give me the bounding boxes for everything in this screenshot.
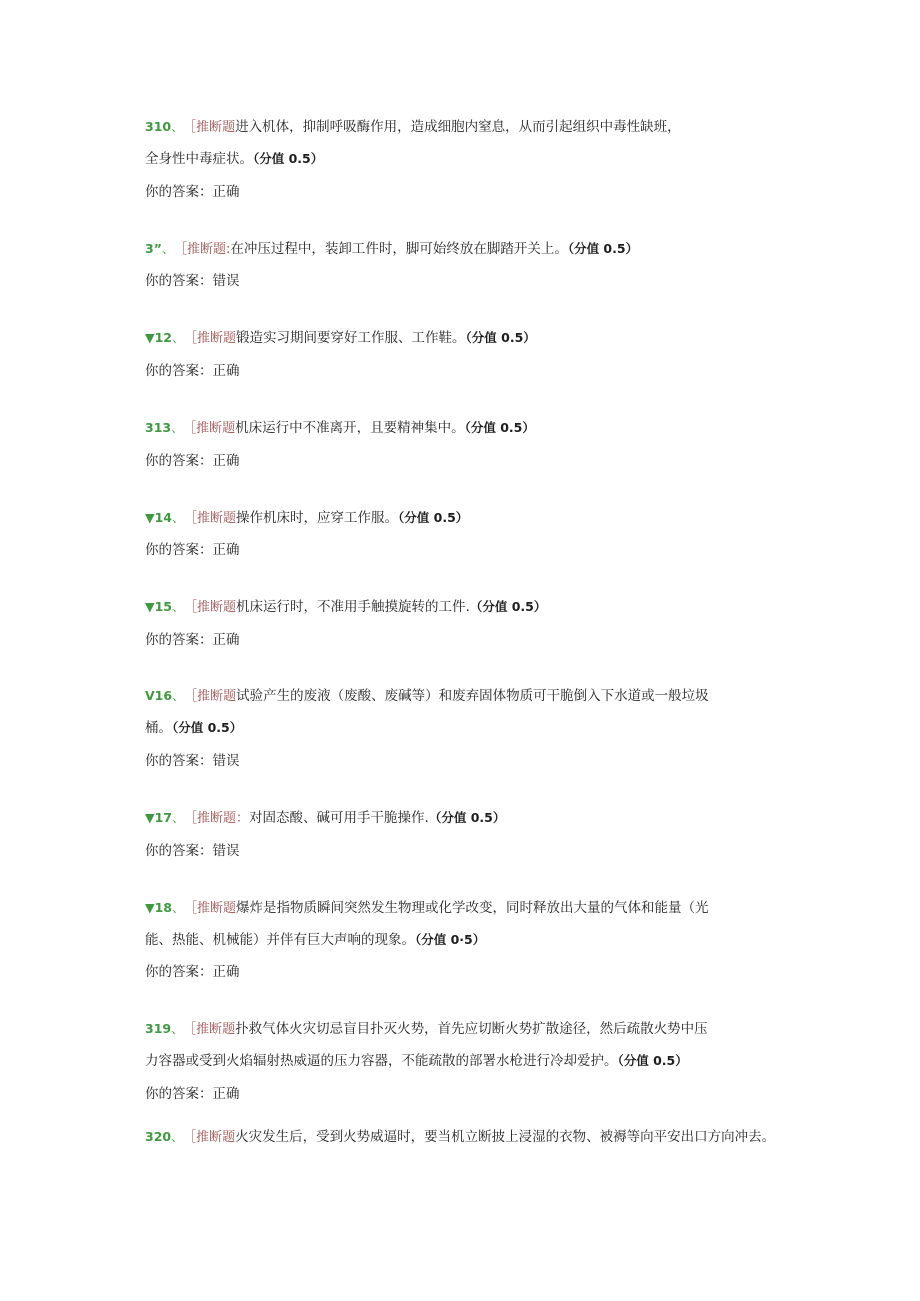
answer-311: 你的答案：错误 (145, 273, 240, 289)
question-number: 320 (145, 1129, 172, 1144)
question-number: ▼14 (145, 510, 173, 525)
question-type-tag: ［推断题： (190, 811, 250, 826)
question-text: 爆炸是指物质瞬间突然发生物理或化学改变，同时释放出大量的气体和能量（光 (236, 900, 709, 916)
question-text: 扑救气体火灾切忌盲目扑灭火势，首先应切断火势扩散途径，然后疏散火势中压 (235, 1021, 708, 1037)
question-number: 313 (145, 420, 172, 435)
question-311-line-1 (145, 238, 638, 260)
answer-315: 你的答案：正确 (145, 632, 240, 648)
score-value: （分值 0.5） (398, 510, 469, 525)
question-text: 能、热能、机械能）并伴有巨大声响的现象。（分值 0·5） (145, 932, 486, 948)
score-value: （分值 0.5） (567, 241, 639, 256)
question-type-tag: ［推断题 (189, 120, 236, 135)
question-text: 火灾发生后，受到火势威逼时，要当机立断披上浸湿的衣物、被褥等向平安出口方向冲去。 (235, 1129, 776, 1145)
question-314-line-1 (145, 507, 468, 529)
score-value: （分值 0.5） (465, 330, 536, 345)
question-318-line-1 (145, 897, 709, 919)
question-text: 机床运行中不准离开，且要精神集中。（分值 0.5） (235, 420, 535, 436)
question-310-line-2 (145, 148, 323, 170)
question-separator: 、 (171, 1021, 184, 1036)
answer-313: 你的答案：正确 (145, 453, 240, 469)
question-text: 锻造实习期间要穿好工作服、工作鞋。（分值 0.5） (236, 330, 536, 346)
question-312-line-1 (145, 327, 536, 349)
question-separator: 、 (171, 420, 184, 435)
question-separator: 、 (172, 810, 185, 825)
question-separator: 、 (171, 119, 184, 134)
question-separator: 、 (172, 510, 185, 525)
question-number: ▼17 (145, 810, 173, 825)
question-type-tag: ［推断题 (189, 1130, 236, 1145)
question-320-line-1 (145, 1126, 775, 1148)
question-number: ▼12 (145, 330, 173, 345)
answer-318: 你的答案：正确 (145, 964, 240, 980)
score-value: （分值 0.5） (469, 599, 547, 614)
question-text: 试验产生的废液（废酸、废碱等）和废弃固体物质可干脆倒入下水道或一般垃圾 (236, 688, 709, 704)
question-317-line-1 (145, 807, 505, 829)
question-type-tag: ［推断题: (180, 242, 231, 257)
question-319-line-1 (145, 1018, 708, 1040)
answer-314: 你的答案：正确 (145, 542, 240, 558)
question-type-tag: ［推断题 (190, 901, 237, 916)
question-number: 319 (145, 1021, 172, 1036)
score-value: （分值 0.5） (172, 720, 243, 735)
score-value: （分值 0.5） (617, 1053, 688, 1068)
answer-312: 你的答案：正确 (145, 363, 240, 379)
question-313-line-1 (145, 417, 535, 439)
question-text: 机床运行时，不准用手触摸旋转的工件.（分值 0.5） (236, 599, 547, 615)
question-separator: 、 (161, 241, 175, 256)
question-318-line-2 (145, 929, 485, 951)
question-type-tag: ［推断题 (190, 331, 237, 346)
score-value: （分值 0.5） (464, 420, 535, 435)
question-separator: 、 (172, 599, 185, 614)
question-number: ▼15 (145, 599, 173, 614)
question-316-line-2 (145, 717, 242, 739)
question-separator: 、 (172, 900, 185, 915)
question-separator: 、 (172, 330, 185, 345)
question-type-tag: ［推断题 (190, 689, 237, 704)
question-type-tag: ［推断题 (189, 421, 236, 436)
question-316-line-1 (145, 685, 709, 707)
question-text: 在冲压过程中，装卸工件时，脚可始终放在脚踏开关上。（分值 0.5） (230, 241, 639, 257)
score-value: （分值 0.5） (428, 810, 506, 825)
answer-316: 你的答案：错误 (145, 753, 240, 769)
question-text: 桶。（分值 0.5） (145, 720, 243, 736)
answer-317: 你的答案：错误 (145, 843, 240, 859)
answer-319: 你的答案：正确 (145, 1086, 240, 1102)
question-number: 3” (145, 241, 162, 256)
question-text: 力容器或受到火焰辐射热威逼的压力容器，不能疏散的部署水枪进行冷却爱护。（分值 0.5） (145, 1053, 688, 1069)
question-type-tag: ［推断题 (189, 1022, 236, 1037)
question-number: 310 (145, 119, 172, 134)
question-separator: 、 (171, 1129, 184, 1144)
question-315-line-1 (145, 596, 546, 618)
question-text: 进入机体，抑制呼吸酶作用，造成细胞内窒息，从而引起组织中毒性缺班， (235, 119, 681, 135)
score-value: （分值 0.5） (253, 151, 324, 166)
question-type-tag: ［推断题 (190, 600, 237, 615)
question-text: 对固态酸、碱可用手干脆操作.（分值 0.5） (249, 810, 506, 826)
question-type-tag: ［推断题 (190, 511, 237, 526)
question-text: 全身性中毒症状。（分值 0.5） (145, 151, 324, 167)
question-319-line-2 (145, 1050, 688, 1072)
question-text: 操作机床时，应穿工作服。（分值 0.5） (236, 510, 469, 526)
question-number: ▼18 (145, 900, 173, 915)
answer-310: 你的答案：正确 (145, 184, 240, 200)
score-value: （分值 0·5） (415, 932, 486, 947)
question-number: V16 (145, 688, 173, 703)
question-separator: 、 (172, 688, 185, 703)
question-310-line-1 (145, 116, 681, 138)
